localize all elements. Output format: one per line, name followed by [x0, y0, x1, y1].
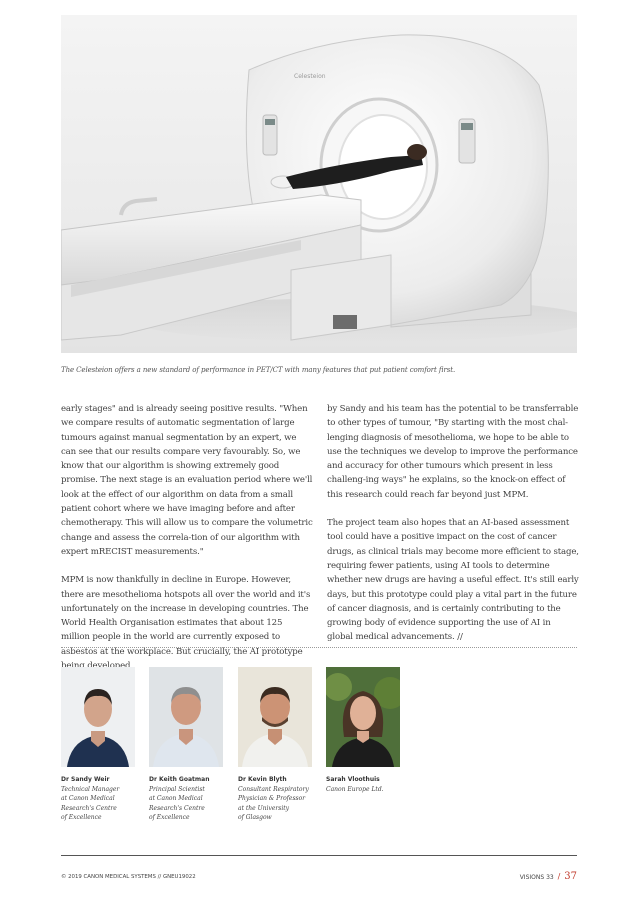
paragraph: early stages" and is already seeing positive results. "When we compare results of automatic segmentation of large tumours against manual segmentation by an expert, we can see that our results compare very favourably. So, we know that our algorithm is showing extremely good promise. The next stage is an evaluation period where we'll look at the effect of our algorithm on data from a small patient cohort where we have imaging before and after chemotherapy. This will allow us to compare the volumetric change and assess the correla-tion of our algorithm with expert mRECIST measurements."	[61, 404, 313, 557]
person-card-sandy-weir	[61, 775, 143, 823]
person-name: Sarah Vloothuis	[326, 776, 380, 783]
person-role: Principal Scientist at Canon Medical Research's Centre of Excellence	[149, 785, 205, 822]
person-name: Dr Keith Goatman	[149, 776, 210, 783]
scanner-logo-text: Celesteion	[294, 73, 326, 80]
person-role: Consultant Respiratory Physician & Professor at the University of Glasgow	[238, 785, 309, 822]
hero-scanner-image	[61, 15, 577, 353]
avatar	[61, 667, 135, 767]
person-role: Canon Europe Ltd.	[326, 785, 384, 793]
page-number: 37	[564, 871, 577, 882]
paragraph: The project team also hopes that an AI-based assessment tool could have a positive impact on the cost of cancer drugs, as clinical trials may become more efficient to stage, requiring fewer patients, using AI tools to determine whether new drugs are having a useful effect. It's still early days, but this prototype could play a vital part in the future of cancer diagnosis, and is certainly contributing to the growing body of evidence supporting the use of AI in global medical advancements. //	[327, 518, 579, 643]
portrait-keith-goatman	[149, 667, 223, 767]
portrait-sandy-weir	[61, 667, 135, 767]
person-card-sarah-vloothuis	[326, 775, 408, 794]
person-name: Dr Kevin Blyth	[238, 776, 287, 783]
person-name: Dr Sandy Weir	[61, 776, 110, 783]
avatar	[149, 667, 223, 767]
footer-copyright: © 2019 CANON MEDICAL SYSTEMS // GNEU19022	[61, 874, 196, 880]
article-column-left	[61, 402, 313, 687]
paragraph: MPM is now thankfully in decline in Europe. However, there are mesothelioma hotspots all over the world and it's unfortunately on the increase in developing countries. The World Health Organisation estimates that about 125 million people in the world are currently exposed to asbestos at the workplace. But crucially, the AI prototype	[61, 575, 311, 657]
dotted-divider	[61, 647, 577, 648]
portrait-sarah-vloothuis	[326, 667, 400, 767]
portrait-kevin-blyth	[238, 667, 312, 767]
paragraph: by Sandy and his team has the potential to be transferrable to other types of tumour, "By starting with the most chal-lenging diagnosis of mesothelioma, we hope to be able to use the techniques we develop to improve the performance and accuracy for other tumours which present in less challeng-ing ways" he explains, so the knock-on effect of this research could reach far beyond just MPM.	[327, 404, 579, 500]
footer-page-marker	[520, 871, 577, 882]
person-card-keith-goatman	[149, 775, 231, 823]
article-column-right	[327, 402, 579, 659]
person-card-kevin-blyth	[238, 775, 320, 823]
magazine-name: VISIONS 33	[519, 874, 554, 881]
figure-caption: The Celesteion offers a new standard of performance in PET/CT with many features that put patient comfort first.	[61, 366, 456, 374]
avatar	[326, 667, 400, 767]
footer-rule	[61, 855, 577, 856]
avatar	[238, 667, 312, 767]
footer-separator: /	[557, 872, 561, 881]
person-role: Technical Manager at Canon Medical Research's Centre of Excellence	[61, 785, 120, 822]
scanner-illustration	[61, 15, 577, 353]
